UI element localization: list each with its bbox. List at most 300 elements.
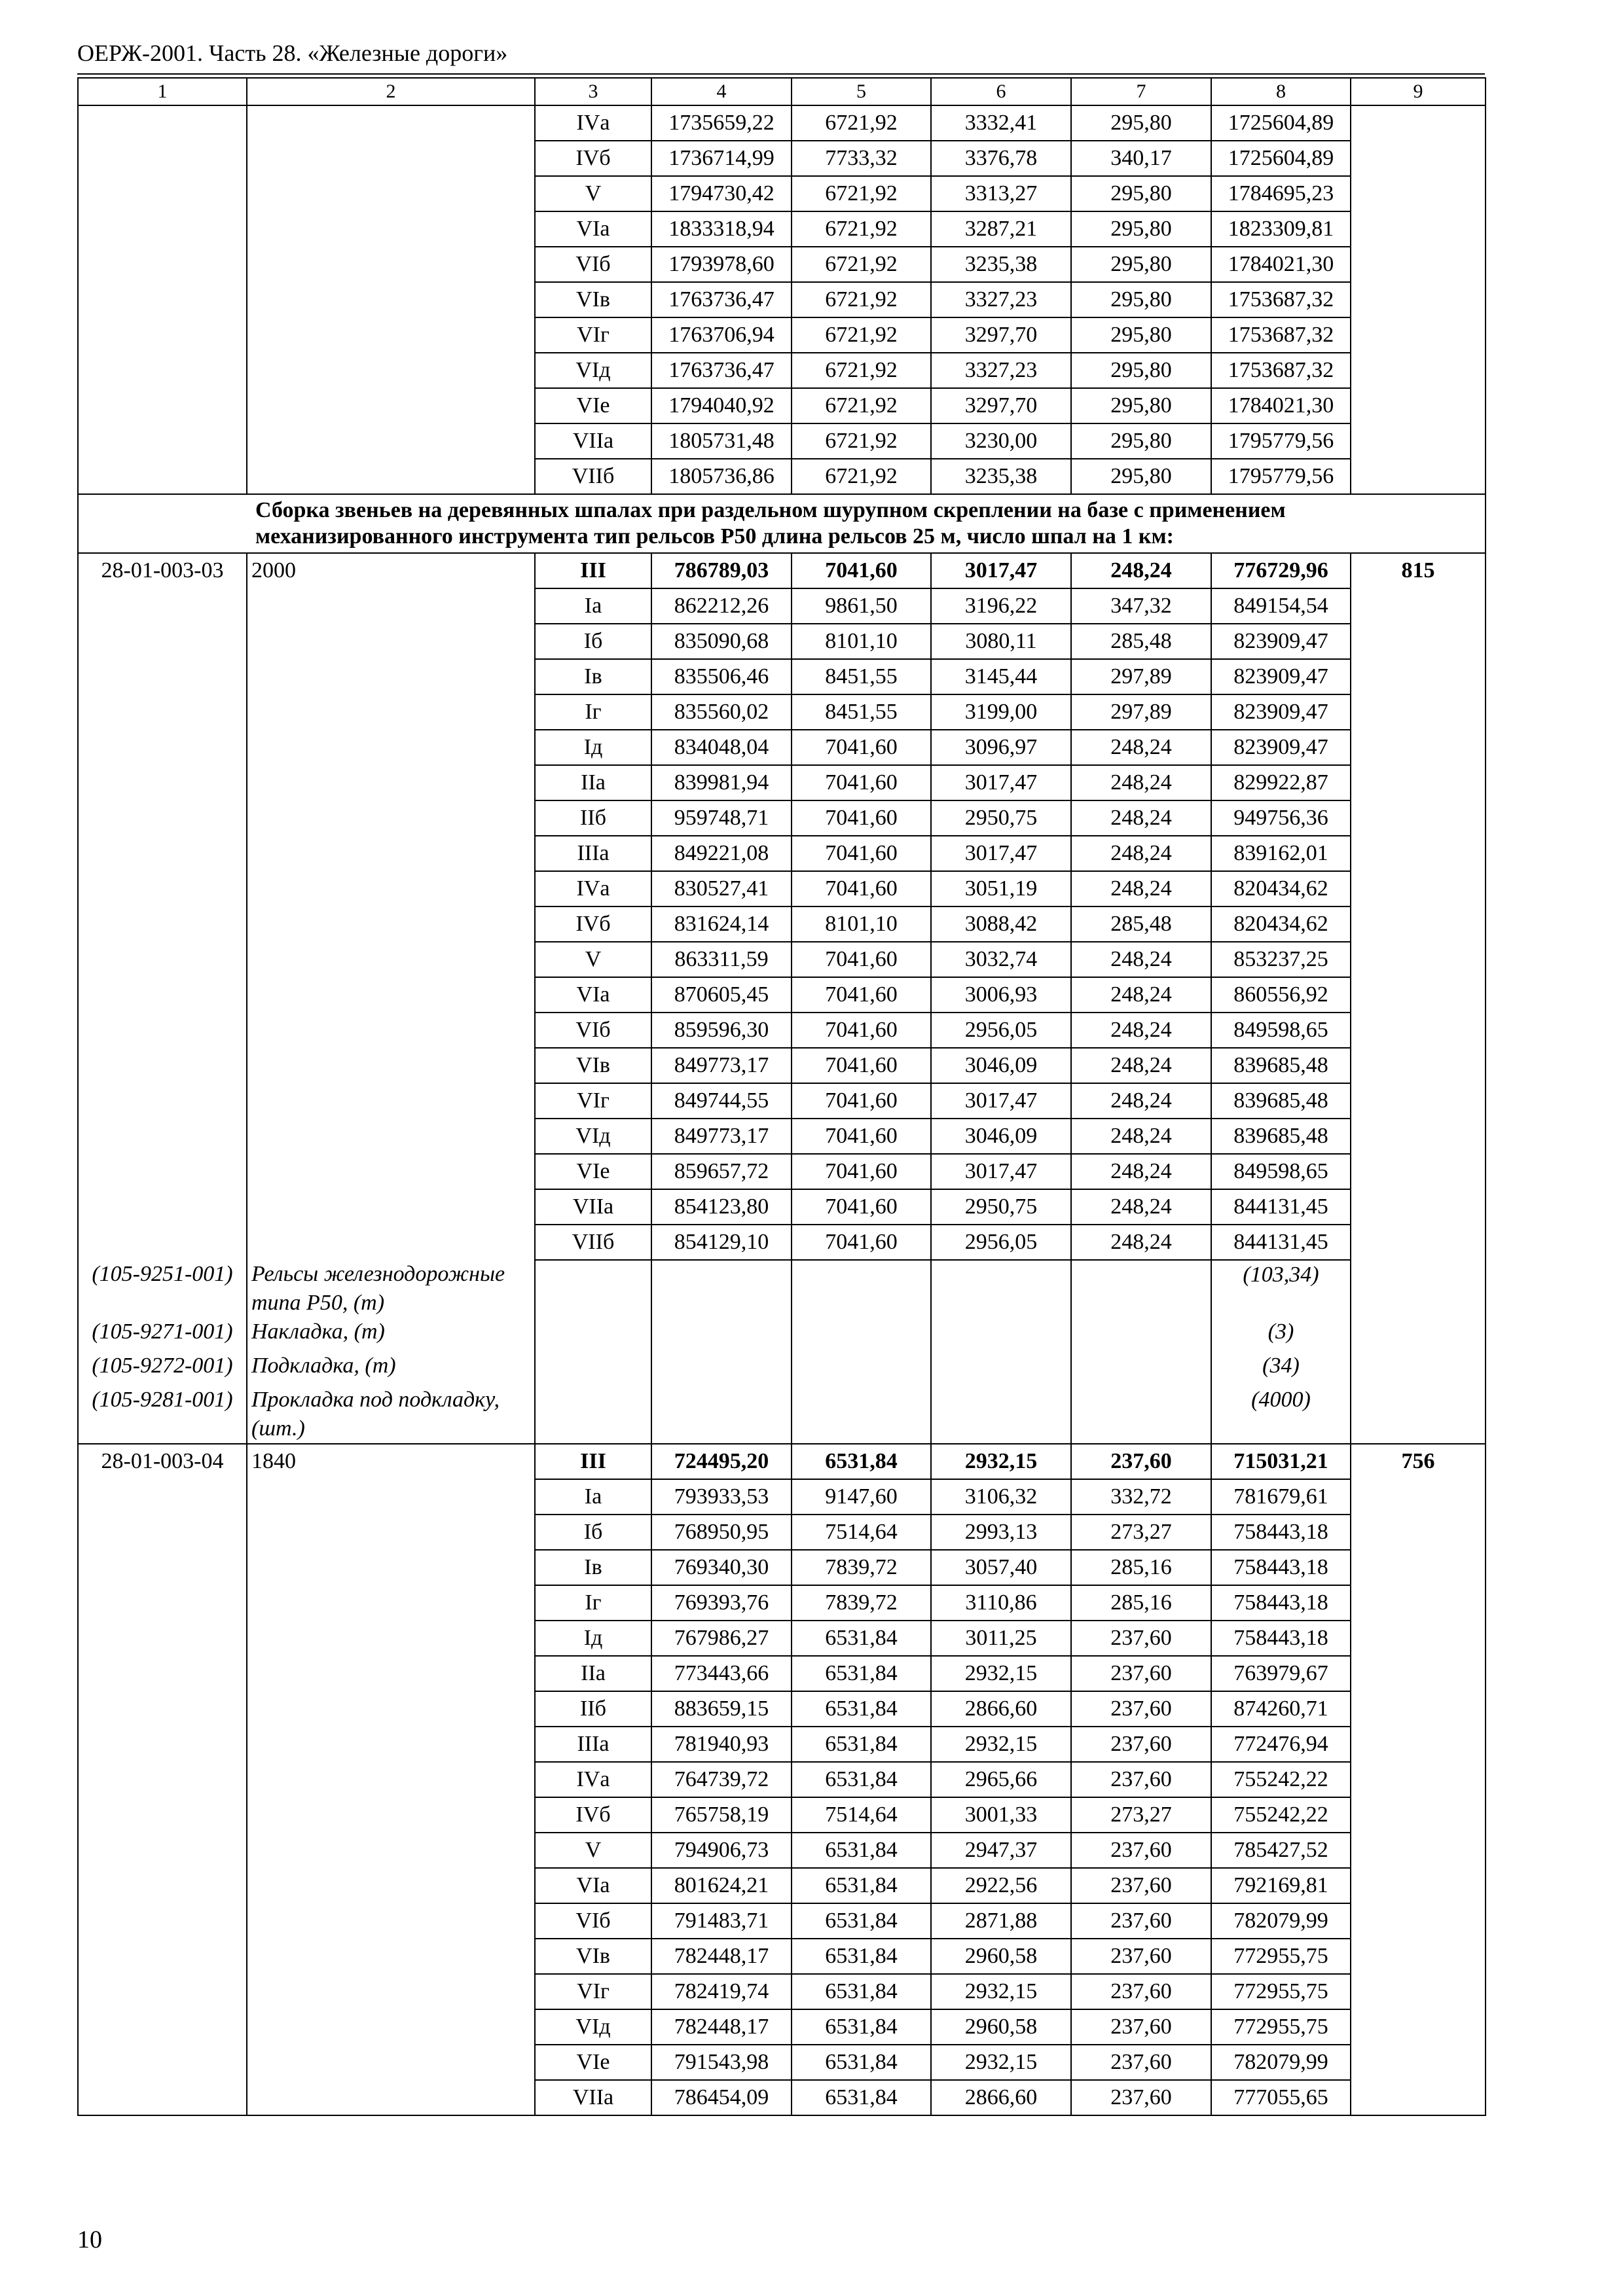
value-cell-c4: 786789,03: [651, 553, 792, 588]
sleepers-cell: [1351, 1013, 1486, 1048]
code-cell: [78, 105, 247, 141]
sleepers-cell: [1351, 800, 1486, 836]
code-cell: [78, 977, 247, 1013]
value-cell-c4: 1794040,92: [651, 388, 792, 423]
sleepers-cell: [1351, 977, 1486, 1013]
column-number-5: 5: [792, 78, 931, 105]
zone-cell: III: [535, 553, 651, 588]
value-cell-c5: 6531,84: [792, 1903, 931, 1939]
code-cell: [78, 317, 247, 353]
empty-cell: [1351, 1260, 1486, 1318]
zone-cell: VIе: [535, 1154, 651, 1189]
table-row: [78, 141, 1486, 176]
value-cell-c4: 781940,93: [651, 1727, 792, 1762]
name-cell: [247, 353, 535, 388]
value-cell-c4: 959748,71: [651, 800, 792, 836]
sleepers-cell: [1351, 836, 1486, 871]
code-cell: [78, 2009, 247, 2045]
sleepers-cell: [1351, 1479, 1486, 1515]
table-row: [78, 1550, 1486, 1585]
value-cell-c5: 6531,84: [792, 2009, 931, 2045]
table-row: [78, 977, 1486, 1013]
table-row: [78, 624, 1486, 659]
value-cell-c7: 273,27: [1071, 1515, 1211, 1550]
value-cell-c6: 2960,58: [931, 1939, 1071, 1974]
value-cell-c7: 237,60: [1071, 1621, 1211, 1656]
value-cell-c4: 1793978,60: [651, 247, 792, 282]
code-cell: 28-01-003-04: [78, 1444, 247, 1479]
value-cell-c8: 874260,71: [1211, 1691, 1351, 1727]
value-cell-c6: 2956,05: [931, 1013, 1071, 1048]
table-row: [78, 1013, 1486, 1048]
empty-cell: [931, 1260, 1071, 1318]
value-cell-c5: 7733,32: [792, 141, 931, 176]
name-cell: [247, 423, 535, 459]
code-cell: [78, 1727, 247, 1762]
value-cell-c8: 1753687,32: [1211, 353, 1351, 388]
zone-cell: VIа: [535, 977, 651, 1013]
value-cell-c8: 1784021,30: [1211, 388, 1351, 423]
empty-cell: [535, 1352, 651, 1386]
value-cell-c8: 1725604,89: [1211, 105, 1351, 141]
table-row: [78, 247, 1486, 282]
value-cell-c8: 1784021,30: [1211, 247, 1351, 282]
column-number-6: 6: [931, 78, 1071, 105]
empty-cell: [651, 1260, 792, 1318]
zone-cell: VIIб: [535, 1225, 651, 1260]
value-cell-c8: 782079,99: [1211, 2045, 1351, 2080]
value-cell-c6: 3057,40: [931, 1550, 1071, 1585]
value-cell-c6: 3080,11: [931, 624, 1071, 659]
value-cell-c4: 849773,17: [651, 1119, 792, 1154]
name-cell: [247, 105, 535, 141]
code-cell: [78, 1154, 247, 1189]
name-cell: [247, 1939, 535, 1974]
value-cell-c4: 859596,30: [651, 1013, 792, 1048]
value-cell-c4: 862212,26: [651, 588, 792, 624]
sleepers-cell: [1351, 105, 1486, 141]
value-cell-c4: 849221,08: [651, 836, 792, 871]
value-cell-c7: 248,24: [1071, 800, 1211, 836]
zone-cell: VIг: [535, 1083, 651, 1119]
value-cell-c5: 6721,92: [792, 282, 931, 317]
material-row: [78, 1386, 1486, 1444]
table-row: [78, 694, 1486, 730]
table-row: [78, 1797, 1486, 1833]
value-cell-c6: 3235,38: [931, 459, 1071, 494]
value-cell-c7: 295,80: [1071, 459, 1211, 494]
code-cell: [78, 1868, 247, 1903]
value-cell-c5: 6721,92: [792, 317, 931, 353]
table-row: [78, 1621, 1486, 1656]
value-cell-c8: 823909,47: [1211, 659, 1351, 694]
table-body: [78, 78, 1486, 2115]
name-cell: [247, 1974, 535, 2009]
code-cell: [78, 1083, 247, 1119]
page-number: 10: [77, 2226, 102, 2253]
name-cell: [247, 1762, 535, 1797]
value-cell-c8: 1725604,89: [1211, 141, 1351, 176]
code-cell: [78, 730, 247, 765]
zone-cell: VIв: [535, 282, 651, 317]
zone-cell: VIб: [535, 247, 651, 282]
code-cell: [78, 141, 247, 176]
table-row: [78, 553, 1486, 588]
sleepers-cell: [1351, 176, 1486, 211]
code-cell: [78, 1550, 247, 1585]
sleepers-cell: [1351, 1154, 1486, 1189]
value-cell-c4: 791483,71: [651, 1903, 792, 1939]
name-cell: [247, 588, 535, 624]
code-cell: [78, 1515, 247, 1550]
value-cell-c6: 3088,42: [931, 906, 1071, 942]
value-cell-c6: 2922,56: [931, 1868, 1071, 1903]
sleepers-cell: [1351, 353, 1486, 388]
name-cell: [247, 459, 535, 494]
value-cell-c7: 237,60: [1071, 2080, 1211, 2115]
sleepers-cell: [1351, 1048, 1486, 1083]
value-cell-c6: 3235,38: [931, 247, 1071, 282]
sleepers-cell: 815: [1351, 553, 1486, 588]
code-cell: [78, 1691, 247, 1727]
code-cell: [78, 694, 247, 730]
value-cell-c7: 237,60: [1071, 1868, 1211, 1903]
sleepers-cell: [1351, 1833, 1486, 1868]
sleepers-cell: [1351, 1691, 1486, 1727]
code-cell: [78, 459, 247, 494]
value-cell-c5: 6531,84: [792, 1727, 931, 1762]
material-code: (105-9271-001): [78, 1318, 247, 1352]
value-cell-c8: 839162,01: [1211, 836, 1351, 871]
sleepers-cell: [1351, 694, 1486, 730]
zone-cell: VIг: [535, 1974, 651, 2009]
value-cell-c8: 820434,62: [1211, 906, 1351, 942]
name-cell: [247, 1727, 535, 1762]
value-cell-c6: 2947,37: [931, 1833, 1071, 1868]
column-number-7: 7: [1071, 78, 1211, 105]
value-cell-c5: 7041,60: [792, 836, 931, 871]
empty-cell: [651, 1318, 792, 1352]
sleepers-cell: [1351, 2080, 1486, 2115]
name-cell: 1840: [247, 1444, 535, 1479]
value-cell-c6: 2960,58: [931, 2009, 1071, 2045]
sleepers-cell: [1351, 1939, 1486, 1974]
value-cell-c6: 3106,32: [931, 1479, 1071, 1515]
empty-cell: [1071, 1260, 1211, 1318]
zone-cell: V: [535, 1833, 651, 1868]
code-cell: [78, 211, 247, 247]
code-cell: [78, 659, 247, 694]
value-cell-c7: 248,24: [1071, 942, 1211, 977]
value-cell-c4: 767986,27: [651, 1621, 792, 1656]
name-cell: [247, 282, 535, 317]
value-cell-c4: 883659,15: [651, 1691, 792, 1727]
name-cell: [247, 1833, 535, 1868]
value-cell-c5: 8451,55: [792, 659, 931, 694]
material-name: Рельсы железнодорожные типа Р50, (т): [247, 1260, 535, 1318]
code-cell: [78, 871, 247, 906]
value-cell-c8: 792169,81: [1211, 1868, 1351, 1903]
value-cell-c5: 6721,92: [792, 459, 931, 494]
name-cell: [247, 1189, 535, 1225]
sleepers-cell: [1351, 2009, 1486, 2045]
value-cell-c4: 801624,21: [651, 1868, 792, 1903]
zone-cell: VIб: [535, 1903, 651, 1939]
table-row: [78, 1903, 1486, 1939]
empty-cell: [1071, 1352, 1211, 1386]
material-name: Прокладка под подкладку, (шт.): [247, 1386, 535, 1444]
value-cell-c5: 7041,60: [792, 553, 931, 588]
value-cell-c8: 1753687,32: [1211, 317, 1351, 353]
value-cell-c6: 3110,86: [931, 1585, 1071, 1621]
value-cell-c6: 3297,70: [931, 317, 1071, 353]
price-table: [77, 77, 1486, 2116]
material-name: Накладка, (т): [247, 1318, 535, 1352]
table-row: [78, 800, 1486, 836]
sleepers-cell: [1351, 141, 1486, 176]
empty-cell: [1351, 1352, 1486, 1386]
sleepers-cell: [1351, 588, 1486, 624]
name-cell: [247, 1048, 535, 1083]
value-cell-c8: 758443,18: [1211, 1550, 1351, 1585]
name-cell: [247, 1154, 535, 1189]
name-cell: [247, 1083, 535, 1119]
value-cell-c7: 248,24: [1071, 1225, 1211, 1260]
zone-cell: IVб: [535, 1797, 651, 1833]
value-cell-c8: 839685,48: [1211, 1119, 1351, 1154]
value-cell-c8: 1795779,56: [1211, 459, 1351, 494]
sleepers-cell: [1351, 317, 1486, 353]
name-cell: [247, 2080, 535, 2115]
column-number-4: 4: [651, 78, 792, 105]
value-cell-c8: 839685,48: [1211, 1048, 1351, 1083]
zone-cell: V: [535, 942, 651, 977]
name-cell: [247, 1797, 535, 1833]
value-cell-c6: 3017,47: [931, 553, 1071, 588]
zone-cell: IIIа: [535, 836, 651, 871]
table-row: [78, 2045, 1486, 2080]
value-cell-c8: 763979,67: [1211, 1656, 1351, 1691]
value-cell-c7: 248,24: [1071, 1154, 1211, 1189]
zone-cell: Iв: [535, 1550, 651, 1585]
table-row: [78, 906, 1486, 942]
value-cell-c6: 3017,47: [931, 1154, 1071, 1189]
sleepers-cell: [1351, 211, 1486, 247]
value-cell-c7: 295,80: [1071, 247, 1211, 282]
name-cell: [247, 1585, 535, 1621]
value-cell-c7: 237,60: [1071, 1727, 1211, 1762]
value-cell-c4: 834048,04: [651, 730, 792, 765]
value-cell-c7: 295,80: [1071, 388, 1211, 423]
table-row: [78, 659, 1486, 694]
code-cell: [78, 353, 247, 388]
table-row: [78, 871, 1486, 906]
empty-cell: [1351, 1318, 1486, 1352]
value-cell-c8: 782079,99: [1211, 1903, 1351, 1939]
value-cell-c8: 777055,65: [1211, 2080, 1351, 2115]
value-cell-c8: 755242,22: [1211, 1762, 1351, 1797]
zone-cell: IVб: [535, 141, 651, 176]
value-cell-c6: 3017,47: [931, 836, 1071, 871]
name-cell: [247, 730, 535, 765]
code-cell: [78, 1833, 247, 1868]
zone-cell: VIб: [535, 1013, 651, 1048]
value-cell-c4: 765758,19: [651, 1797, 792, 1833]
sleepers-cell: [1351, 1797, 1486, 1833]
zone-cell: VIе: [535, 2045, 651, 2080]
sleepers-cell: [1351, 1974, 1486, 2009]
zone-cell: VIд: [535, 2009, 651, 2045]
value-cell-c4: 768950,95: [651, 1515, 792, 1550]
value-cell-c6: 3332,41: [931, 105, 1071, 141]
value-cell-c5: 6721,92: [792, 176, 931, 211]
value-cell-c6: 3145,44: [931, 659, 1071, 694]
zone-cell: VIIа: [535, 1189, 651, 1225]
name-cell: [247, 694, 535, 730]
value-cell-c5: 7839,72: [792, 1550, 931, 1585]
code-cell: [78, 765, 247, 800]
name-cell: [247, 624, 535, 659]
value-cell-c8: 820434,62: [1211, 871, 1351, 906]
value-cell-c5: 9861,50: [792, 588, 931, 624]
value-cell-c7: 297,89: [1071, 659, 1211, 694]
value-cell-c5: 8451,55: [792, 694, 931, 730]
value-cell-c8: 758443,18: [1211, 1621, 1351, 1656]
value-cell-c8: 772476,94: [1211, 1727, 1351, 1762]
name-cell: [247, 1903, 535, 1939]
code-cell: [78, 1939, 247, 1974]
material-qty: (4000): [1211, 1386, 1351, 1444]
zone-cell: Iв: [535, 659, 651, 694]
value-cell-c7: 248,24: [1071, 765, 1211, 800]
value-cell-c6: 2932,15: [931, 2045, 1071, 2080]
column-number-3: 3: [535, 78, 651, 105]
sleepers-cell: [1351, 459, 1486, 494]
value-cell-c6: 2932,15: [931, 1727, 1071, 1762]
value-cell-c6: 3376,78: [931, 141, 1071, 176]
code-cell: [78, 906, 247, 942]
value-cell-c5: 6721,92: [792, 247, 931, 282]
value-cell-c8: 776729,96: [1211, 553, 1351, 588]
value-cell-c4: 1763736,47: [651, 353, 792, 388]
table-row: [78, 1974, 1486, 2009]
value-cell-c5: 7514,64: [792, 1515, 931, 1550]
value-cell-c4: 782448,17: [651, 1939, 792, 1974]
value-cell-c8: 715031,21: [1211, 1444, 1351, 1479]
sleepers-cell: [1351, 765, 1486, 800]
value-cell-c7: 347,32: [1071, 588, 1211, 624]
sleepers-cell: [1351, 1727, 1486, 1762]
name-cell: [247, 1691, 535, 1727]
sleepers-cell: [1351, 423, 1486, 459]
zone-cell: IIб: [535, 1691, 651, 1727]
code-cell: [78, 1119, 247, 1154]
value-cell-c6: 3011,25: [931, 1621, 1071, 1656]
zone-cell: VIа: [535, 1868, 651, 1903]
code-cell: [78, 2045, 247, 2080]
name-cell: [247, 211, 535, 247]
value-cell-c6: 3046,09: [931, 1119, 1071, 1154]
code-cell: [78, 282, 247, 317]
code-cell: [78, 1479, 247, 1515]
sleepers-cell: [1351, 1903, 1486, 1939]
value-cell-c6: 3032,74: [931, 942, 1071, 977]
table-row: [78, 1048, 1486, 1083]
value-cell-c7: 237,60: [1071, 1974, 1211, 2009]
zone-cell: Iб: [535, 1515, 651, 1550]
table-row: [78, 1479, 1486, 1515]
table-row: [78, 1868, 1486, 1903]
sleepers-cell: [1351, 1868, 1486, 1903]
table-row: [78, 1727, 1486, 1762]
value-cell-c6: 3006,93: [931, 977, 1071, 1013]
value-cell-c4: 791543,98: [651, 2045, 792, 2080]
value-cell-c4: 1833318,94: [651, 211, 792, 247]
code-cell: [78, 176, 247, 211]
value-cell-c6: 2993,13: [931, 1515, 1071, 1550]
name-cell: [247, 977, 535, 1013]
value-cell-c8: 772955,75: [1211, 2009, 1351, 2045]
sleepers-cell: [1351, 942, 1486, 977]
value-cell-c6: 3001,33: [931, 1797, 1071, 1833]
value-cell-c7: 285,16: [1071, 1550, 1211, 1585]
value-cell-c7: 248,24: [1071, 1083, 1211, 1119]
value-cell-c8: 1795779,56: [1211, 423, 1351, 459]
value-cell-c8: 849598,65: [1211, 1013, 1351, 1048]
value-cell-c5: 7041,60: [792, 1119, 931, 1154]
code-cell: [78, 1621, 247, 1656]
zone-cell: IIIа: [535, 1727, 651, 1762]
empty-cell: [535, 1386, 651, 1444]
zone-cell: III: [535, 1444, 651, 1479]
zone-cell: Iа: [535, 1479, 651, 1515]
empty-cell: [792, 1260, 931, 1318]
value-cell-c7: 237,60: [1071, 1691, 1211, 1727]
code-cell: [78, 942, 247, 977]
zone-cell: VIIа: [535, 2080, 651, 2115]
value-cell-c4: 835090,68: [651, 624, 792, 659]
value-cell-c4: 764739,72: [651, 1762, 792, 1797]
zone-cell: VIIб: [535, 459, 651, 494]
table-row: [78, 105, 1486, 141]
name-cell: [247, 317, 535, 353]
value-cell-c7: 285,48: [1071, 624, 1211, 659]
sleepers-cell: [1351, 1189, 1486, 1225]
column-number-2: 2: [247, 78, 535, 105]
value-cell-c8: 823909,47: [1211, 694, 1351, 730]
table-row: [78, 942, 1486, 977]
empty-cell: [535, 1318, 651, 1352]
value-cell-c8: 1753687,32: [1211, 282, 1351, 317]
value-cell-c8: 829922,87: [1211, 765, 1351, 800]
material-qty: (3): [1211, 1318, 1351, 1352]
table-row: [78, 1585, 1486, 1621]
section-title: Сборка звеньев на деревянных шпалах при раздельном шурупном скреплении на базе с применением механизированного инструмента тип рельсов Р50 длина рельсов 25 м, число шпал на 1 км:: [78, 494, 1486, 553]
name-cell: 2000: [247, 553, 535, 588]
empty-cell: [535, 1260, 651, 1318]
value-cell-c8: 844131,45: [1211, 1189, 1351, 1225]
name-cell: [247, 2009, 535, 2045]
value-cell-c7: 295,80: [1071, 423, 1211, 459]
name-cell: [247, 942, 535, 977]
value-cell-c5: 7041,60: [792, 942, 931, 977]
value-cell-c4: 1763706,94: [651, 317, 792, 353]
empty-cell: [792, 1318, 931, 1352]
name-cell: [247, 659, 535, 694]
value-cell-c5: 7041,60: [792, 1048, 931, 1083]
value-cell-c7: 285,48: [1071, 906, 1211, 942]
value-cell-c4: 831624,14: [651, 906, 792, 942]
